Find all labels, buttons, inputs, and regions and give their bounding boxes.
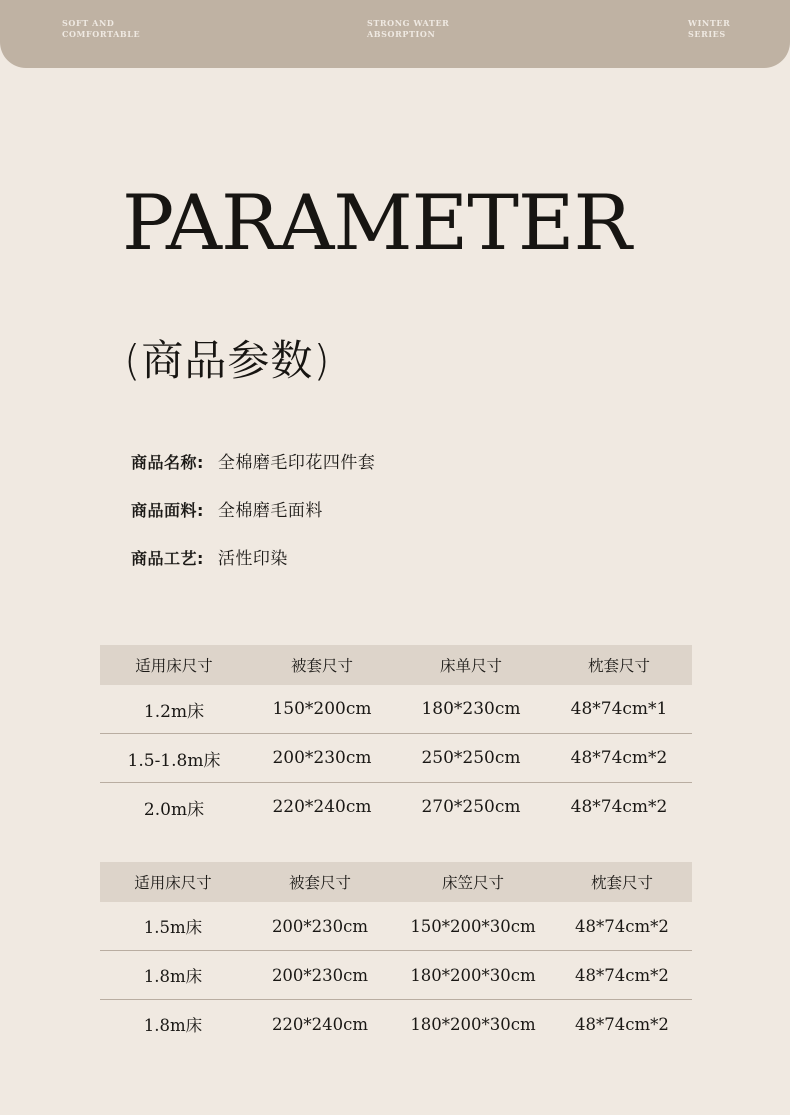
table-cell: 48*74cm*2: [570, 797, 668, 817]
table-cell: 48*74cm*2: [570, 748, 668, 768]
table-cell: 1.8m床: [143, 967, 203, 986]
page-title-chinese: (商品参数): [124, 336, 331, 385]
table-cell: 1.8m床: [143, 1016, 203, 1035]
table-header-row: [100, 862, 692, 902]
table-cell: 180*200*30cm: [410, 965, 536, 985]
table-cell: 48*74cm*1: [570, 699, 668, 719]
table-header-row: [100, 645, 692, 685]
table-header-cell: 被套尺寸: [288, 874, 351, 892]
table-row: [100, 999, 692, 1048]
table-cell: 150*200cm: [272, 699, 372, 719]
table-cell: 200*230cm: [271, 965, 369, 985]
banner-tag-line-1: SOFT AND: [62, 18, 115, 28]
banner-tag-line-2: COMFORTABLE: [62, 29, 141, 39]
banner-tag-line-2: ABSORPTION: [367, 29, 436, 39]
table-header-cell: 被套尺寸: [290, 657, 353, 675]
product-spec-list: [131, 448, 691, 592]
spec-item-fabric: [131, 496, 691, 521]
table-cell: 220*240cm: [272, 797, 372, 817]
table-cell: 220*240cm: [271, 1014, 369, 1034]
table-cell: 1.5-1.8m床: [127, 750, 221, 771]
table-cell: 180*200*30cm: [410, 1014, 536, 1034]
table-row: [100, 685, 692, 733]
table-header-cell: 枕套尺寸: [587, 657, 650, 675]
table-header-cell: 床单尺寸: [439, 657, 502, 675]
spec-value: 全棉磨毛印花四件套: [217, 453, 376, 473]
table-cell: 250*250cm: [421, 748, 521, 768]
table-row: [100, 950, 692, 999]
spec-value: 活性印染: [217, 549, 288, 569]
table-header-cell: 适用床尺寸: [134, 874, 212, 892]
spec-label: 商品名称:: [131, 453, 204, 472]
table-cell: 48*74cm*2: [575, 1014, 669, 1034]
table-header-cell: 适用床尺寸: [135, 657, 213, 675]
size-table-fitted-sheet: [100, 862, 692, 1048]
banner-tag-winter-series: [688, 18, 730, 40]
table-cell: 150*200*30cm: [410, 916, 536, 936]
table-row: [100, 782, 692, 831]
table-cell: 48*74cm*2: [575, 916, 669, 936]
banner-tag-soft-and-comfortable: [62, 18, 140, 40]
banner-tag-strong-water-absorption: [367, 18, 449, 40]
spec-item-name: [131, 448, 691, 473]
table-row: [100, 733, 692, 782]
table-cell: 200*230cm: [271, 916, 369, 936]
table-row: [100, 902, 692, 950]
banner-tag-line-2: SERIES: [688, 29, 726, 39]
spec-label: 商品工艺:: [131, 549, 204, 568]
spec-value: 全棉磨毛面料: [217, 501, 323, 521]
top-banner: [0, 0, 790, 68]
table-header-cell: 枕套尺寸: [590, 874, 653, 892]
table-header-cell: 床笠尺寸: [441, 874, 504, 892]
table-cell: 1.5m床: [143, 918, 203, 937]
table-cell: 2.0m床: [143, 799, 205, 820]
table-cell: 180*230cm: [421, 699, 521, 719]
table-cell: 200*230cm: [272, 748, 372, 768]
table-cell: 270*250cm: [421, 797, 521, 817]
page-title-english: PARAMETER: [122, 178, 631, 267]
banner-tag-line-1: WINTER: [688, 18, 731, 28]
size-table-flat-sheet: [100, 645, 692, 831]
table-cell: 1.2m床: [143, 701, 205, 722]
spec-label: 商品面料:: [131, 501, 204, 520]
spec-item-craft: [131, 544, 691, 569]
table-cell: 48*74cm*2: [575, 965, 669, 985]
banner-tag-line-1: STRONG WATER: [367, 18, 450, 28]
